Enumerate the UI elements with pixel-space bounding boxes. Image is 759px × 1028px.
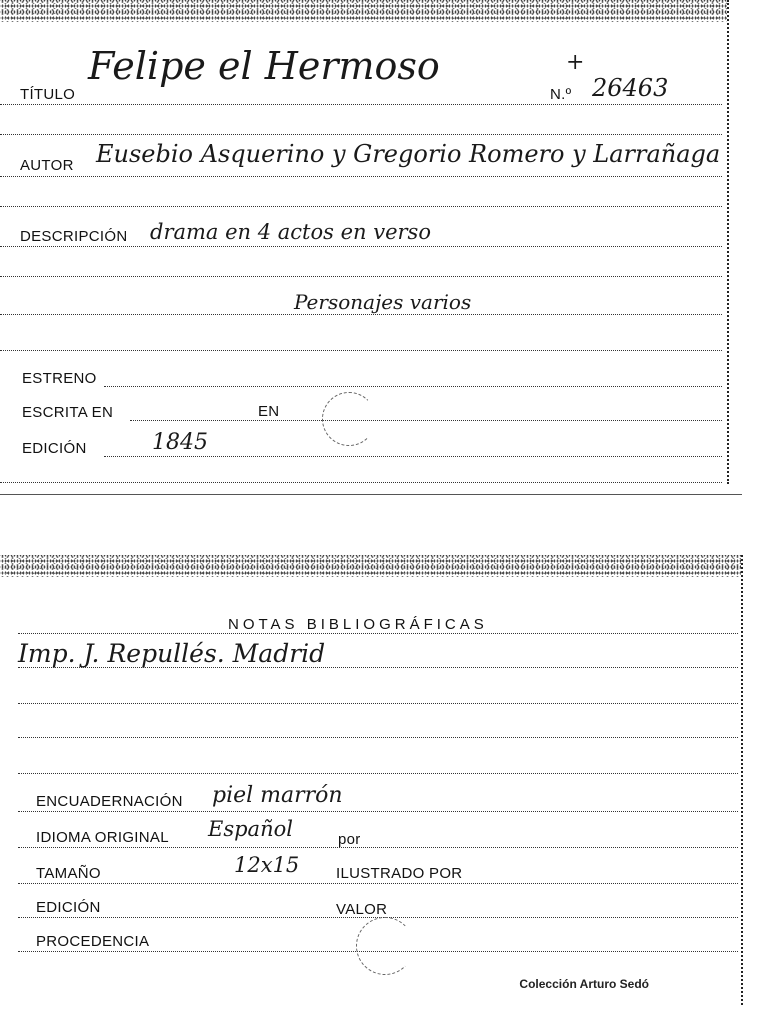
rule bbox=[0, 246, 722, 247]
tamano-label: TAMAÑO bbox=[36, 865, 101, 882]
numero-label: N.º bbox=[550, 86, 572, 103]
por-label: por bbox=[338, 831, 361, 848]
rule bbox=[0, 276, 722, 277]
edicion-label: EDICIÓN bbox=[22, 440, 87, 457]
rule bbox=[0, 206, 722, 207]
rule bbox=[0, 134, 722, 135]
autor-label: AUTOR bbox=[20, 157, 74, 174]
catalog-card-top bbox=[0, 0, 729, 484]
descripcion-value: drama en 4 actos en verso bbox=[150, 220, 431, 244]
numero-value: 26463 bbox=[592, 74, 669, 102]
numero-mark: + bbox=[566, 50, 585, 75]
autor-value: Eusebio Asquerino y Gregorio Romero y Larrañaga bbox=[96, 140, 721, 168]
card-top-edge bbox=[0, 555, 741, 577]
rule bbox=[18, 703, 738, 704]
page-divider bbox=[0, 494, 742, 495]
rule bbox=[18, 633, 738, 634]
rule bbox=[0, 482, 722, 483]
edicion-value: 1845 bbox=[152, 430, 208, 455]
rule bbox=[18, 847, 738, 848]
encuadernacion-value: piel marrón bbox=[212, 783, 343, 808]
valor-label: VALOR bbox=[336, 901, 388, 918]
titulo-label: TÍTULO bbox=[20, 86, 76, 103]
descripcion-label: DESCRIPCIÓN bbox=[20, 228, 128, 245]
ilustrado-por-label: ILUSTRADO POR bbox=[336, 865, 463, 882]
rule bbox=[0, 314, 722, 315]
edicion-label: EDICIÓN bbox=[36, 899, 101, 916]
rule bbox=[104, 456, 722, 457]
catalog-card-bottom bbox=[0, 555, 743, 1005]
rule bbox=[18, 737, 738, 738]
idioma-label: IDIOMA ORIGINAL bbox=[36, 829, 169, 846]
rule bbox=[18, 811, 738, 812]
escrita-en-label: ESCRITA EN bbox=[22, 404, 114, 421]
rule bbox=[130, 420, 722, 421]
rule bbox=[18, 667, 738, 668]
notas-value: Imp. J. Repullés. Madrid bbox=[18, 639, 326, 668]
rule bbox=[0, 176, 722, 177]
titulo-value: Felipe el Hermoso bbox=[88, 44, 440, 88]
rule bbox=[18, 773, 738, 774]
embossed-stamp-icon bbox=[322, 392, 376, 446]
rule bbox=[104, 386, 722, 387]
idioma-value: Español bbox=[208, 817, 293, 841]
rule bbox=[18, 883, 738, 884]
rule bbox=[0, 350, 722, 351]
card-top-edge bbox=[0, 0, 727, 22]
encuadernacion-label: ENCUADERNACIÓN bbox=[36, 793, 183, 810]
tamano-value: 12x15 bbox=[234, 853, 300, 877]
procedencia-label: PROCEDENCIA bbox=[36, 933, 150, 950]
en-label: EN bbox=[258, 403, 280, 420]
estreno-label: ESTRENO bbox=[22, 370, 97, 387]
descripcion-extra: Personajes varios bbox=[294, 290, 472, 314]
collection-footer: Colección Arturo Sedó bbox=[519, 977, 649, 991]
rule bbox=[0, 104, 722, 105]
notas-bibliograficas-title: NOTAS BIBLIOGRÁFICAS bbox=[228, 616, 488, 633]
embossed-stamp-icon bbox=[356, 917, 414, 975]
